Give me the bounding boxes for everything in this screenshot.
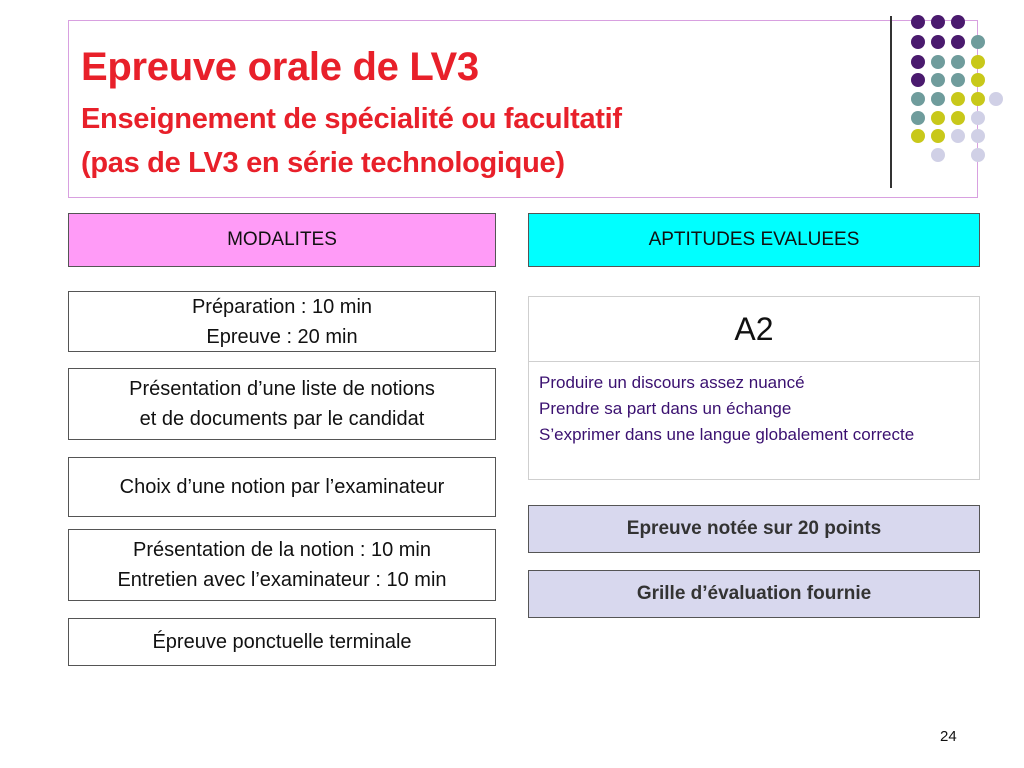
title-box	[68, 20, 978, 198]
grid-info-label: Grille d’évaluation fournie	[636, 583, 872, 604]
slide-subtitle: Enseignement de spécialité ou facultatif	[81, 103, 622, 135]
skill-item: Prendre sa part dans un échange	[539, 399, 792, 418]
modalite-line: et de documents par le candidat	[139, 408, 425, 430]
modalite-line: Présentation de la notion : 10 min	[133, 539, 431, 561]
aptitudes-level-box	[528, 296, 980, 480]
skill-item: S’exprimer dans une langue globalement correcte	[539, 425, 915, 444]
modalite-line: Présentation d’une liste de notions	[129, 378, 435, 400]
modalite-line: Entretien avec l’examinateur : 10 min	[117, 569, 447, 591]
grading-info-box	[528, 505, 980, 553]
decorative-divider	[890, 16, 892, 188]
modalite-line: Préparation : 10 min	[191, 295, 373, 318]
page-number: 24	[940, 728, 957, 745]
modalite-item-terminal	[68, 618, 496, 666]
modalite-item-choice	[68, 457, 496, 517]
modalite-item-timing	[68, 291, 496, 352]
skill-item: Produire un discours assez nuancé	[539, 373, 805, 392]
aptitudes-header	[528, 213, 980, 267]
grading-info-label: Epreuve notée sur 20 points	[626, 518, 882, 539]
dot	[989, 92, 1003, 106]
level-label: A2	[529, 297, 979, 362]
slide-title: Epreuve orale de LV3	[81, 45, 479, 89]
slide-subtitle-note: (pas de LV3 en série technologique)	[81, 147, 565, 179]
skills-list	[539, 373, 969, 451]
aptitudes-header-label: APTITUDES EVALUEES	[648, 229, 860, 250]
modalites-header-label: MODALITES	[227, 229, 337, 250]
modalite-line: Épreuve ponctuelle terminale	[152, 631, 412, 653]
modalite-item-presentation-timing	[68, 529, 496, 601]
modalite-line: Choix d’une notion par l’examinateur	[119, 476, 445, 498]
modalite-line: Epreuve : 20 min	[206, 325, 358, 348]
modalite-item-presentation-list	[68, 368, 496, 440]
grid-info-box	[528, 570, 980, 618]
modalites-header	[68, 213, 496, 267]
